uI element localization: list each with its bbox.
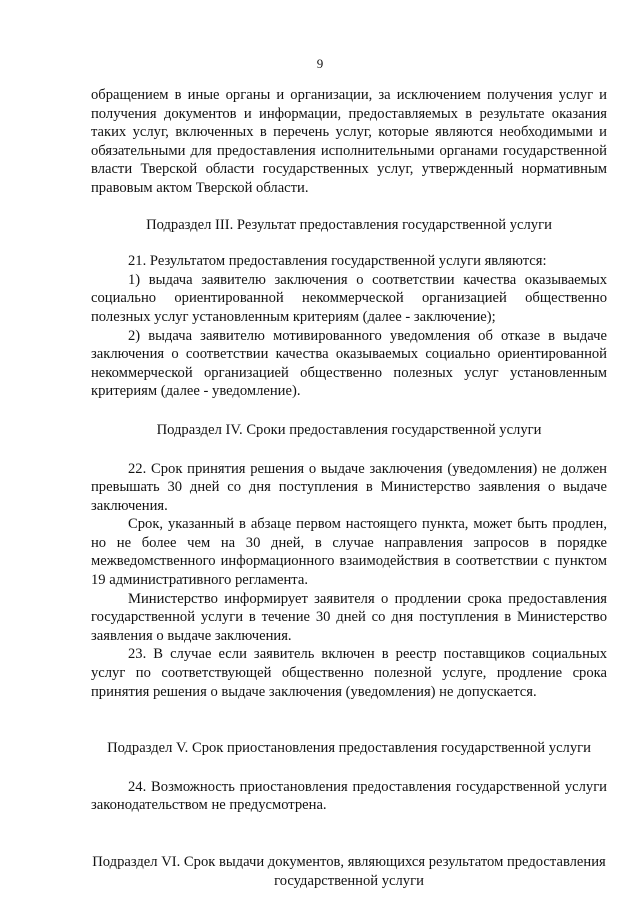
spacer [91,701,607,739]
paragraph: 22. Срок принятия решения о выдаче заключения (уведомления) не должен превышать 30 дней со дня поступления в Министерство заявления о выдаче заключения. [91,460,607,514]
spacer [91,440,607,460]
document-body [91,86,607,890]
paragraph: 24. Возможность приостановления предоставления государственной услуги законодательством не предусмотрена. [91,778,607,814]
paragraph: обращением в иные органы и организации, за исключением получения услуг и получения документов и информации, предоставляемых в результате оказания таких услуг, включенных в перечень услуг, которые являются необходимыми и обязательными для предоставления исполнительными органами государственной власти Тверской области государственных услуг, утвержденный нормативным правовым актом Тверской области. [91,87,607,196]
spacer [91,815,607,853]
paragraph: 1) выдача заявителю заключения о соответствии качества оказываемых социально ориентированной некоммерческой организацией общественно полезных услуг установленным критериям (далее - заключение); [91,271,607,325]
spacer [91,401,607,421]
spacer [91,234,607,252]
paragraph: 23. В случае если заявитель включен в реестр поставщиков социальных услуг по соответствующей общественно полезной услуге, продление срока принятия решения о выдаче заключения (уведомления) не допускается. [91,646,607,700]
spacer [91,198,607,216]
section-heading: Подраздел III. Результат предоставления государственной услуги [146,216,552,233]
paragraph: Министерство информирует заявителя о продлении срока предоставления государственной услуги в течение 30 дней со дня поступления в Министерство заявления о выдаче заключения. [91,590,607,644]
page-number: 9 [316,56,324,71]
section-heading: Подраздел V. Срок приостановления предоставления государственной услуги [107,740,591,757]
paragraph: 21. Результатом предоставления государственной услуги являются: [128,253,547,270]
paragraph: 2) выдача заявителю мотивированного уведомления об отказе в выдаче заключения о соответствии качества оказываемых социально ориентированной некоммерческой организацией общественно полезных услуг установленным критериям (далее - уведомление). [91,327,607,400]
section-heading: Подраздел IV. Сроки предоставления государственной услуги [156,421,542,438]
section-heading: Подраздел VI. Срок выдачи документов, являющихся результатом предоставления государственной услуги [92,854,606,889]
spacer [91,758,607,778]
paragraph: Срок, указанный в абзаце первом настоящего пункта, может быть продлен, но не более чем на 30 дней, в случае направления запросов в порядке межведомственного информационного взаимодействия в соответствии с пунктом 19 административного регламента. [91,516,607,589]
